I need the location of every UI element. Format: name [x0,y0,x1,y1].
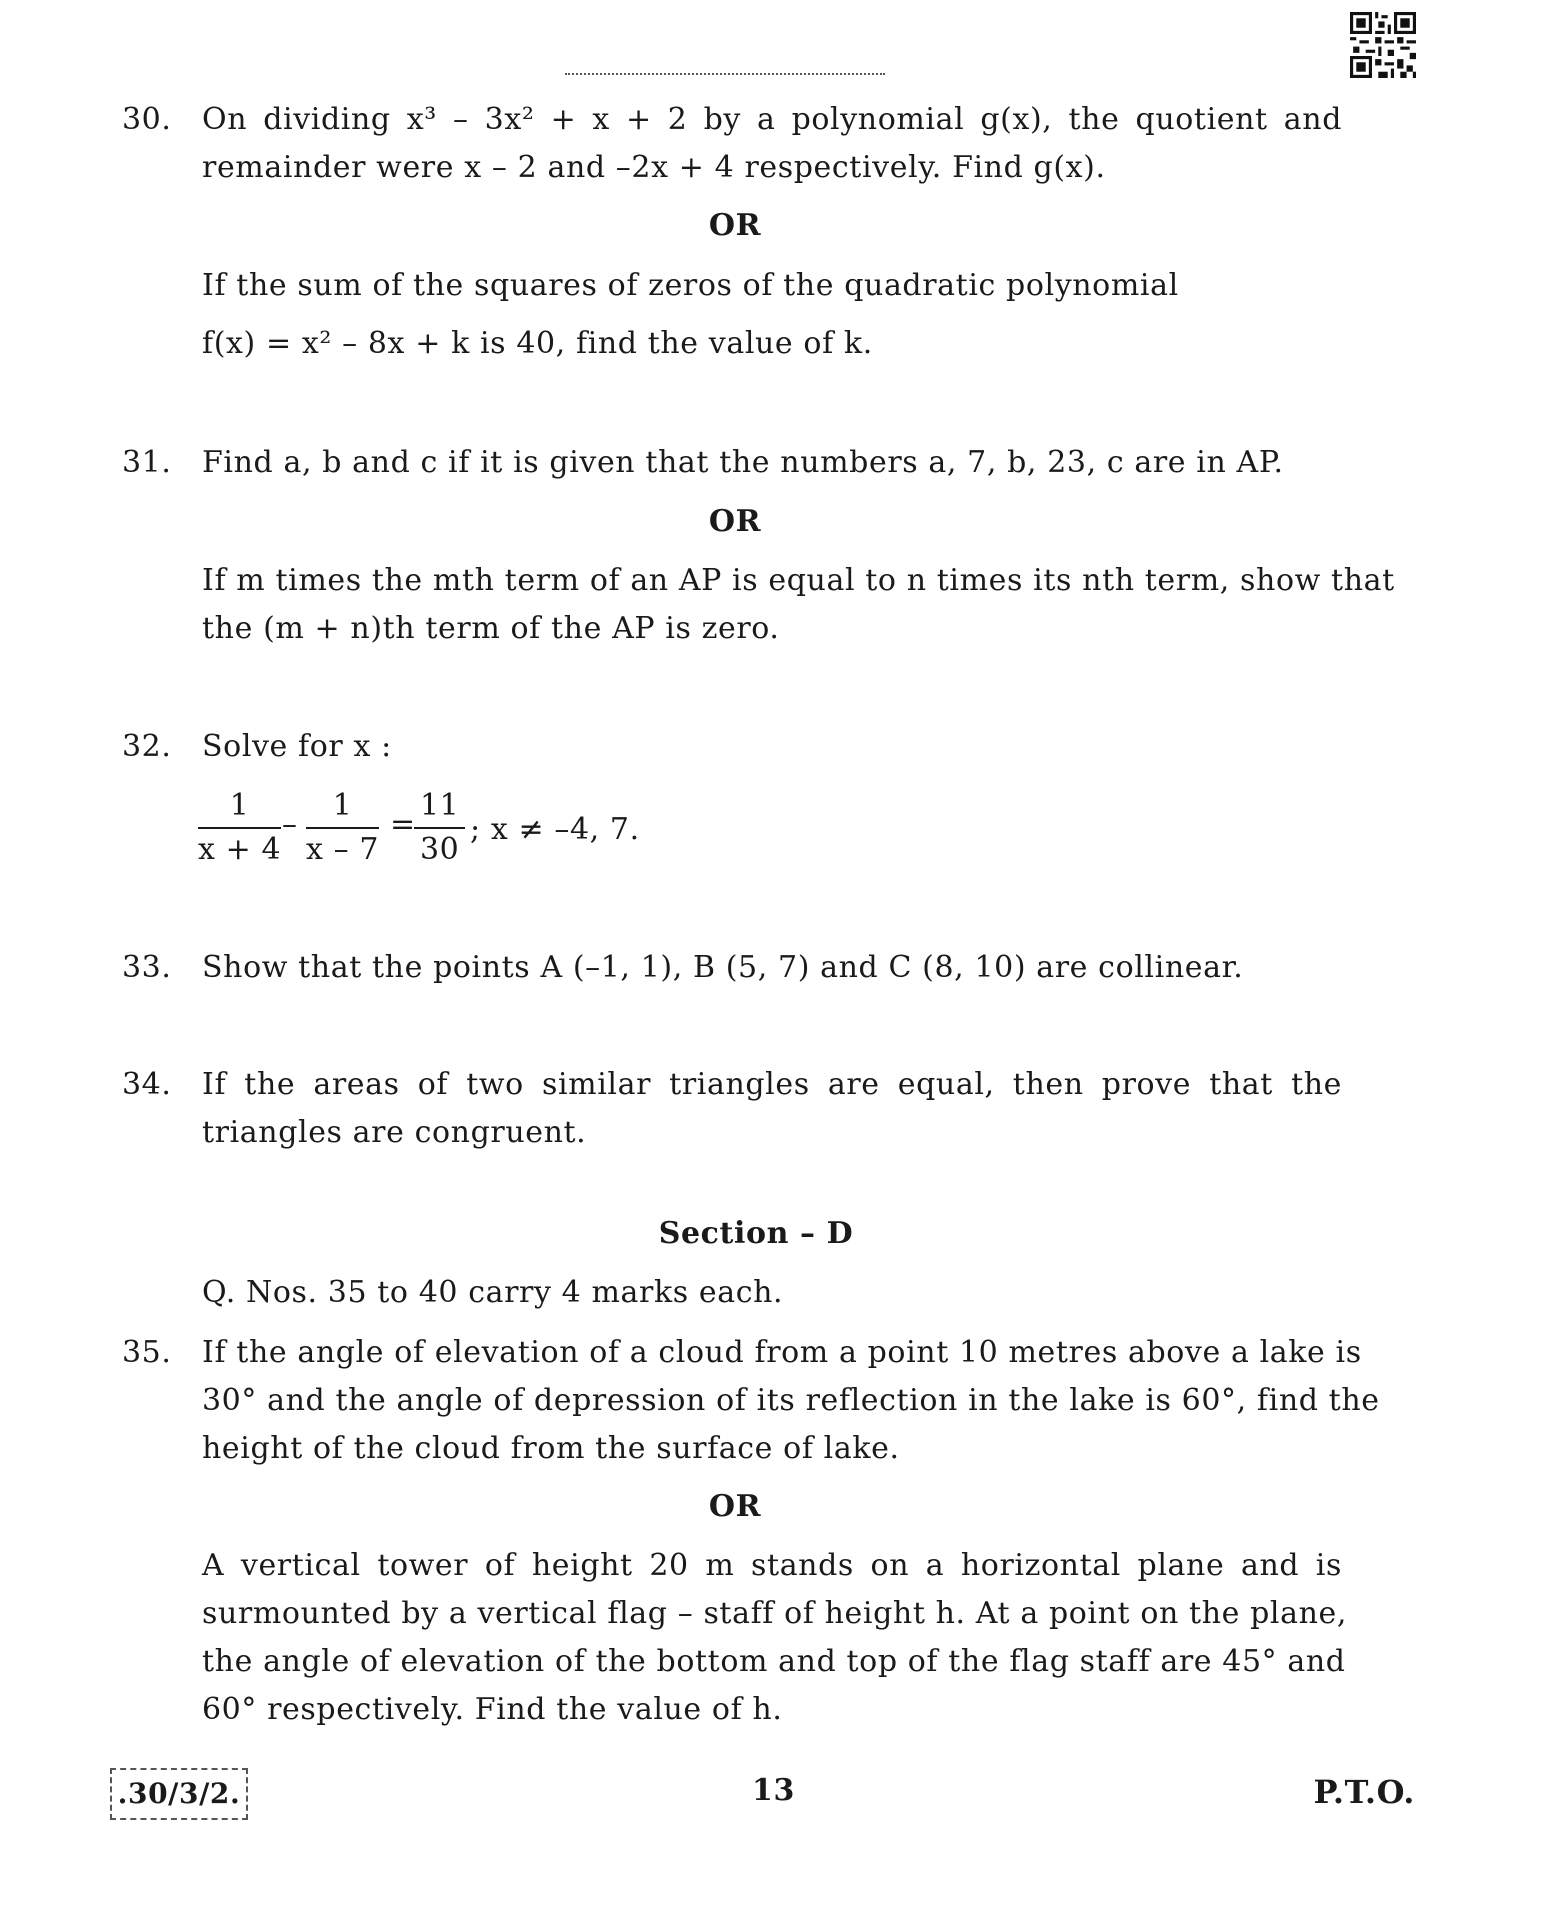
q30-alt-line-1: If the sum of the squares of zeros of the quadratic polynomial [202,268,1179,303]
question-number-32: 32. [122,729,172,764]
q32-condition: ; x ≠ –4, 7. [470,812,640,847]
q30-or: OR [708,208,762,243]
q32-fraction-1-denominator: x + 4 [198,832,282,867]
q32-equals-sign: = [390,807,416,842]
question-number-34: 34. [122,1067,172,1102]
q35-alt-line-3: the angle of elevation of the bottom and top of the flag staff are 45° and [202,1644,1346,1679]
q35-alt-line-1: A vertical tower of height 20 m stands on a horizontal plane and is [202,1548,1342,1583]
q30-text-line-2: remainder were x – 2 and –2x + 4 respectively. Find g(x). [202,150,1106,185]
q35-text-line-1: If the angle of elevation of a cloud from a point 10 metres above a lake is [202,1335,1362,1370]
q32-minus-sign: – [282,807,298,842]
q31-alt-line-1: If m times the mth term of an AP is equal to n times its nth term, show that [202,563,1395,598]
section-d-instruction: Q. Nos. 35 to 40 carry 4 marks each. [202,1275,784,1310]
q31-text-line-1: Find a, b and c if it is given that the numbers a, 7, b, 23, c are in AP. [202,445,1284,480]
section-d-heading: Section – D [658,1216,854,1251]
pto-label: P.T.O. [1313,1773,1415,1811]
q34-text-line-2: triangles are congruent. [202,1115,587,1150]
q32-fraction-2-denominator: x – 7 [306,832,380,867]
q35-text-line-3: height of the cloud from the surface of lake. [202,1431,900,1466]
page-number: 13 [752,1773,795,1808]
q33-text-line-1: Show that the points A (–1, 1), B (5, 7) and C (8, 10) are collinear. [202,950,1244,985]
header-dotted-rule [565,73,885,75]
q32-fraction-2-numerator: 1 [306,785,379,829]
q31-or: OR [708,504,762,539]
q32-fraction-1-numerator: 1 [198,785,281,829]
q32-fraction-1 [198,785,281,871]
question-number-30: 30. [122,102,172,137]
q32-text-line-1: Solve for x : [202,729,392,764]
q35-or: OR [708,1489,762,1524]
qr-code-icon [1350,12,1416,78]
q35-alt-line-2: surmounted by a vertical flag – staff of height h. At a point on the plane, [202,1596,1348,1631]
question-number-33: 33. [122,950,172,985]
q35-text-line-2: 30° and the angle of depression of its reflection in the lake is 60°, find the [202,1383,1380,1418]
question-number-31: 31. [122,445,172,480]
question-number-35: 35. [122,1335,172,1370]
q32-fraction-3-numerator: 11 [414,785,465,829]
q32-fraction-3 [414,785,465,871]
q30-alt-line-2: f(x) = x² – 8x + k is 40, find the value of k. [202,326,873,361]
q31-alt-line-2: the (m + n)th term of the AP is zero. [202,611,780,646]
q32-fraction-3-denominator: 30 [420,832,460,867]
q34-text-line-1: If the areas of two similar triangles are equal, then prove that the [202,1067,1342,1102]
paper-code-box: .30/3/2. [110,1768,248,1820]
q32-fraction-2 [306,785,379,871]
q35-alt-line-4: 60° respectively. Find the value of h. [202,1692,783,1727]
q30-text-line-1: On dividing x³ – 3x² + x + 2 by a polynomial g(x), the quotient and [202,102,1342,137]
